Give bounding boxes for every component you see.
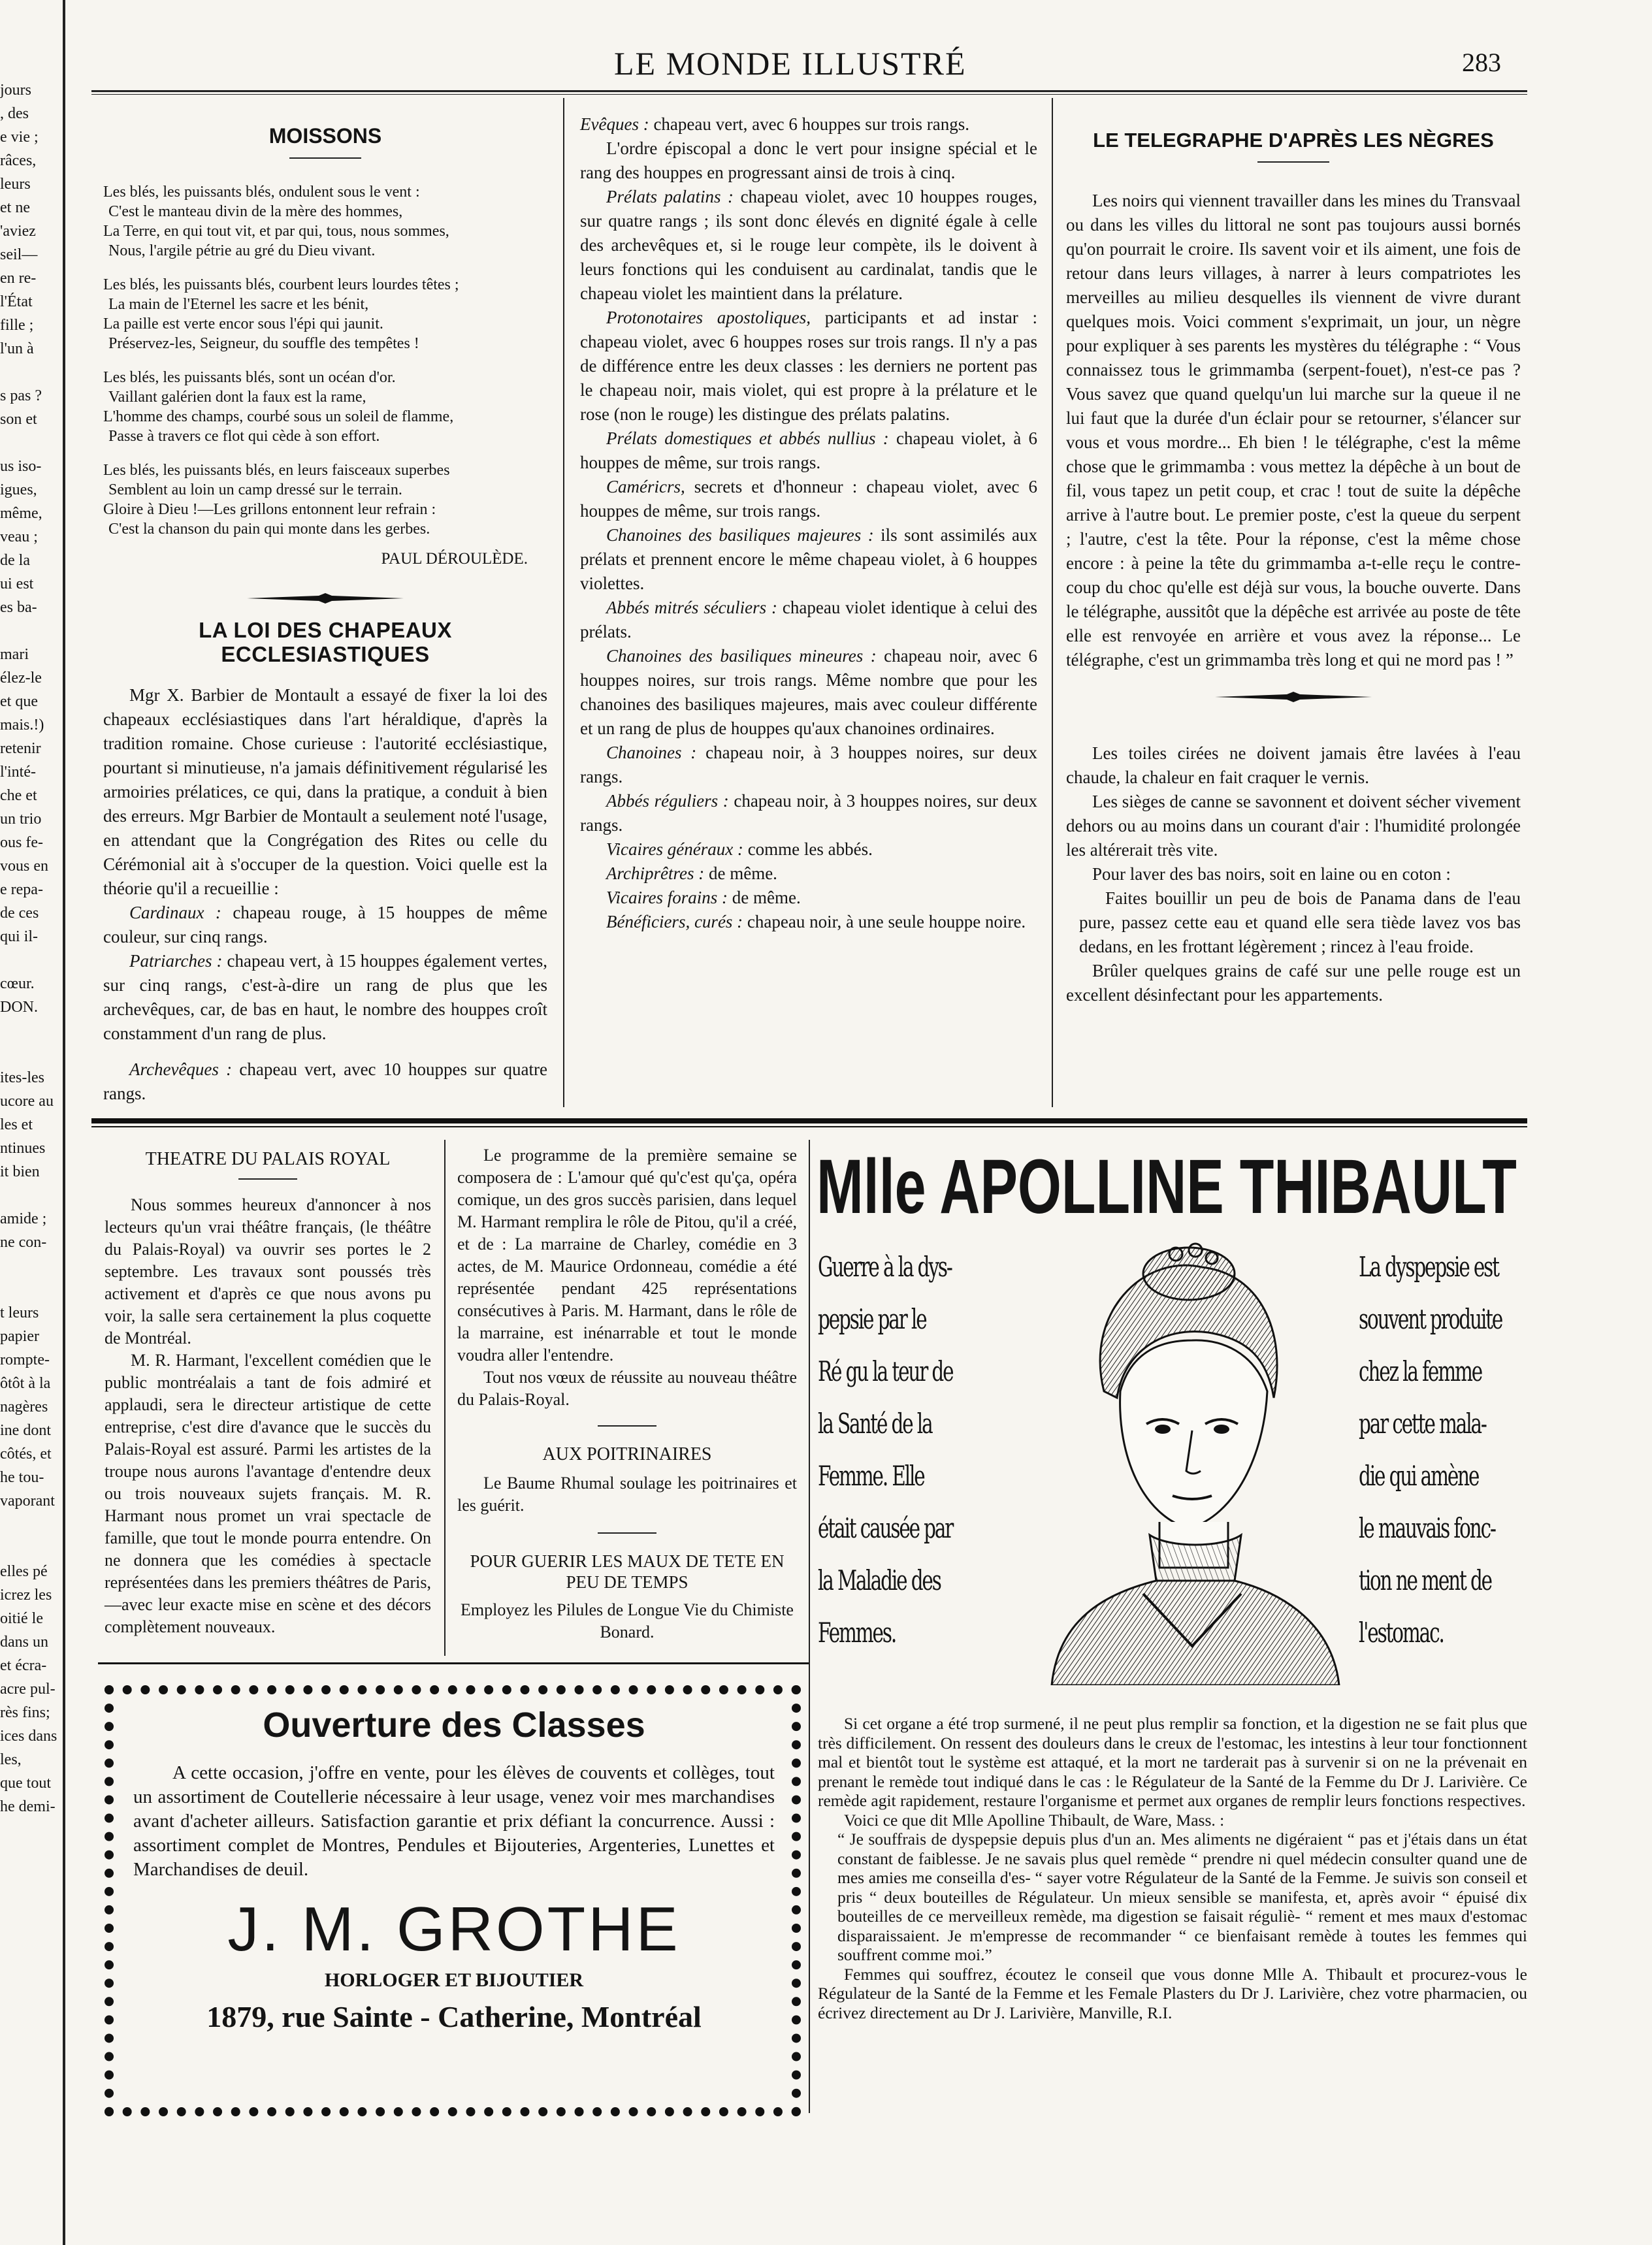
entry-text: chapeau violet, à 6 houppes de même, sur trois rangs. [580, 428, 1037, 472]
chapeau-entry [580, 523, 1037, 596]
tip-paragraph: Brûler quelques grains de café sur une pelle rouge est un excellent désinfectant pour les appartements. [1066, 961, 1521, 1005]
fragment-line: t leurs [0, 1304, 39, 1321]
fragment-line: DON. [0, 999, 38, 1016]
fragment-line [0, 619, 57, 643]
poem-line: La main de l'Eternel les sacre et les bénit, [108, 296, 369, 313]
fragment-line: ntinues [0, 1140, 46, 1157]
fragment-line: e repa- [0, 881, 43, 898]
grothe-name: J. M. GROTHE [227, 1894, 681, 1964]
chapeau-entry [580, 910, 1037, 934]
thibault-quote: “ Je souffrais de dyspepsie depuis plus d'un an. Mes aliments ne digéraient “ pas et j'étais dans un état constant de faiblesse. Je ne savais plus quel remède “ prendre ni quel médecin consulter quand une de mes amies me conseilla d'es- “ sayer votre Régulateur de la Santé de la Femme. Je suivis son conseil et pris “ deux bouteilles de Régulateur. Un mieux sensible se manifesta, et, après avoir “ épuisé dix bouteilles de ce merveilleux remède, ma digestion se faisait réguliè- “ rement et mes maux d'estomac disparaissaient. Je m'empresse de recommander “ ce bienfaisant remède à toutes les femmes qui souffrent comme moi.” [837, 1830, 1527, 1964]
poem-line: C'est le manteau divin de la mère des hommes, [108, 203, 403, 220]
poem-line: Vaillant galérien dont la faux est la rame, [108, 389, 366, 406]
fragment-line: igues, [0, 481, 37, 498]
entry-term: Prélats palatins : [606, 187, 734, 206]
grothe-ad [124, 1705, 784, 2034]
fragment-line: acre pul- [0, 1681, 56, 1698]
masthead-title: LE MONDE ILLUSTRÉ [614, 45, 967, 82]
grothe-heading: Ouverture des Classes [263, 1705, 645, 1745]
entry-term: Vicaires forains : [606, 888, 728, 907]
poem-line: C'est la chanson du pain qui monte dans les gerbes. [108, 521, 430, 538]
thibault-line: Femme. Elle [818, 1460, 924, 1492]
fragment-line: icrez les [0, 1587, 52, 1604]
thibault-line: était causée par [818, 1512, 953, 1544]
grothe-body: A cette occasion, j'offre en vente, pour les élèves de couvents et collèges, tout un assortiment de Coutellerie nécessaire à leur usage, venez voir mes marchandises avant d'acheter ailleurs. Satisfaction garantie et prix défiant la concurrence. Aussi : assortiment complet de Montres, Pendules et Bijouteries, Argenteries, Lunettes et Marchandises de deuil. [133, 1762, 775, 1880]
chapeau-entry [103, 1058, 547, 1106]
fragment-line: ne con- [0, 1234, 47, 1251]
fragment-line: vaporant [0, 1493, 55, 1510]
poem-line: Passe à travers ce flot qui cède à son effort. [108, 428, 380, 445]
household-tips [1066, 741, 1521, 1007]
column-3 [1066, 128, 1521, 1007]
chapeaux-intro: Mgr X. Barbier de Montault a essayé de fixer la loi des chapeaux ecclésiastiques dans l'art héraldique, d'après la tradition romaine. Chose curieuse : l'autorité ecclésiastique, pourtant si minutieuse, n'a jamais définitivement régularisé les armoiries prélatices, ce qui, dans la pratique, a conduit à bien des erreurs. Mgr Barbier de Montault a seulement noté l'usage, en attendant que la Congrégation des Rites ou celle du Cérémonial ait à s'occuper de la question. Voici quelle est la théorie qu'il a recueillie : [103, 685, 547, 898]
fragment-line: ous fe- [0, 834, 43, 851]
entry-term: Vicaires généraux : [606, 839, 743, 859]
fragment-line: de la [0, 552, 30, 569]
poem-author: PAUL DÉROULÈDE. [381, 550, 528, 568]
entry-text: de même. [727, 888, 801, 907]
chapeau-entry [580, 862, 1037, 886]
thibault-intro-quote: Voici ce que dit Mlle Apolline Thibault, de Ware, Mass. : [844, 1810, 1225, 1830]
fragment-line: oitié le [0, 1610, 43, 1627]
entry-text: participants et ad instar : chapeau violet, avec 6 houppes roses sur trois rangs. Il n'y a pas de différence entre les deux classes : les derniers ne portent pas le chapeau noir, mais violet, qui est propre à la prélature et le rose (non le rouge) les distingue des prélats palatins. [580, 308, 1037, 424]
fragment-line: nagères [0, 1398, 48, 1415]
chapeau-entry [580, 596, 1037, 644]
thibault-line: Guerre à la dys- [818, 1251, 952, 1283]
fragment-line [0, 1184, 57, 1207]
fragment-line: retenir [0, 740, 41, 757]
chapeau-entry [580, 137, 1037, 185]
entry-term: Evêques : [580, 114, 649, 134]
poem-line: Nous, l'argile pétrie au gré du Dieu vivant. [108, 242, 376, 259]
fragment-line: amide ; [0, 1210, 47, 1227]
poitrinaires-text: Le Baume Rhumal soulage les poitrinaires et les guérit. [457, 1474, 797, 1515]
entry-text: chapeau vert, à 15 houppes également vertes, sur cinq rangs, c'est-à-dire un rang de plus que les archevêques, car, de bas en haut, le nombre des houppes croît constamment d'un rang de plus. [103, 951, 548, 1043]
entry-text: comme les abbés. [743, 839, 873, 859]
fragment-line: 'aviez [0, 223, 36, 240]
thibault-headline: Mlle APOLLINE THIBAULT [817, 1144, 1517, 1230]
thibault-line: chez la femme [1359, 1355, 1482, 1387]
thibault-body [818, 1714, 1527, 2022]
chapeaux-entries-left [103, 901, 547, 1106]
fragment-line: mais.!) [0, 717, 44, 734]
entry-term: Patriarches : [129, 951, 223, 971]
fragment-line: rès fins; [0, 1704, 50, 1721]
thibault-line: die qui amène [1359, 1460, 1479, 1492]
poem-line: La paille est verte encor sous l'épi qui jaunit. [103, 315, 383, 332]
title-rule [598, 1425, 656, 1427]
fragment-line: ucore au [0, 1093, 54, 1110]
fragment-line [0, 1042, 57, 1066]
fragment-line: e vie ; [0, 129, 39, 146]
thibault-line: souvent produite [1359, 1303, 1502, 1335]
fragment-line: ices dans [0, 1728, 57, 1745]
fragment-line: ui est [0, 575, 34, 592]
poem-line: Les blés, les puissants blés, courbent leurs lourdes têtes ; [103, 276, 459, 293]
fragment-line: he tou- [0, 1469, 44, 1486]
poem-line: Semblent au loin un camp dressé sur le terrain. [108, 481, 402, 498]
fragment-line: un trio [0, 811, 42, 828]
thibault-body-text: Si cet organe a été trop surmené, il ne peut plus remplir sa fonction, et la digestion ne se fait plus que très difficilement. On ressent des douleurs dans le creux de l'estomac, les intestins à leur tour fonctionnent mal et bientôt tout le système est attaqué, et la mort ne tarderait pas à survenir si on ne la prévenait en prenant le remède tout indiqué dans le cas : le Régulateur de la Santé de la Femme du Dr J. Larivière. Ce remède agit rapidement, restaure l'organisme et permet aux organes de remplir leurs fonctions respectives. [818, 1714, 1527, 1810]
fragment-line [0, 948, 57, 972]
theatre-column [105, 1148, 431, 1638]
fragment-line [0, 431, 57, 455]
entry-term: Chanoines des basiliques majeures : [606, 525, 874, 545]
fragment-line: l'État [0, 293, 33, 310]
title-rule [289, 157, 361, 159]
page-number: 283 [1462, 48, 1501, 77]
poem-stanza [103, 275, 547, 353]
poem-stanza [103, 460, 547, 539]
poem-line: Les blés, les puissants blés, en leurs faisceaux superbes [103, 462, 450, 479]
fragment-line: les, [0, 1751, 22, 1768]
ornament-divider [247, 593, 404, 604]
fragment-line: s pas ? [0, 387, 42, 404]
telegraphe-text: Les noirs qui viennent travailler dans les mines du Transvaal ou dans les villes du littoral ne sont pas toujours aussi bornés qu'on pourrait le croire. Ils savent voir et ils aiment, une fois de retour dans leurs villages, à narrer à leurs compatriotes les merveilles au milieu desquelles ils viennent de vivre durant quelques mois. Voici comment s'exprimait, un jour, un nègre pour expliquer à ses parents les mystères du télégraphe : “ Vous connaissez tous le grimmamba (serpent-fouet), n'est-ce pas ? Vous savez que quand quelqu'un lui marche sur la queue il ne lui faut que la durée d'un éclair pour se retourner, s'élancer sur vous et vous mordre... Eh bien ! le télégraphe, c'est la même chose que le grimmamba : vous mettez la dépêche à un bout de fil, vous tapez un petit coup, et crac ! tout de suite la dépêche arrive à l'autre bout. Le premier poste, c'est la queue du serpent ; l'autre, c'est la tête. Pour la réponse, c'est la même chose encore : à peine la tête du grimmamba a-t-elle reçu le contre-coup du choc qu'elle est déjà sur vous, la bouche ouverte. Dans le télégraphe, aussitôt que la dépêche est arrivée au poste de tête elle est renvoyée en arrière et vous avez la réponse... Le télégraphe, c'est un grimmamba très long et qui ne mord pas ! ” [1066, 191, 1521, 670]
entry-text: chapeau violet, avec 10 houppes rouges, sur quatre rangs ; ils sont donc élevés en dignité égale à celle des archevêques et, si le rouge leur compète, ils le doivent à leurs fonctions qui les conduisent au cardinalat, tandis que le chapeau violet les maintient dans la prélature. [580, 187, 1038, 303]
chapeau-entry [580, 427, 1037, 475]
poem-line: Les blés, les puissants blés, sont un océan d'or. [103, 369, 396, 386]
thibault-line: Femmes. [818, 1617, 896, 1649]
fragment-line: les et [0, 1116, 33, 1133]
section-rule [91, 1118, 1527, 1123]
fragment-line: jours [0, 82, 31, 99]
chapeau-entry [580, 886, 1037, 910]
grothe-trade: HORLOGER ET BIJOUTIER [324, 1969, 584, 1991]
poem-line: Les blés, les puissants blés, ondulent sous le vent : [103, 184, 420, 201]
tip-paragraph: Pour laver des bas noirs, soit en laine ou en coton : [1092, 864, 1451, 884]
grothe-address: 1879, rue Sainte - Catherine, Montréal [206, 2000, 702, 2033]
fragment-line [0, 1278, 57, 1301]
fragment-line: ites-les [0, 1069, 44, 1086]
fragment-line: rompte- [0, 1351, 50, 1368]
entry-text: secrets et d'honneur : chapeau violet, avec 6 houppes de même, sur trois rangs. [580, 477, 1037, 521]
entry-text: chapeau noir, à une seule houppe noire. [743, 912, 1026, 931]
fragment-line: leurs [0, 176, 31, 193]
column-divider [563, 98, 564, 1107]
fragment-line: he demi- [0, 1798, 56, 1815]
entry-text: de même. [704, 864, 777, 883]
fragment-line: côtés, et [0, 1446, 52, 1462]
column-2 [580, 112, 1037, 934]
fragment-line: de ces [0, 905, 39, 922]
thibault-right-lines [1359, 1241, 1563, 1659]
entry-text: chapeau noir, avec 6 houppes noires, sur trois rangs. Même nombre que pour les chanoines des basiliques majeures, mais avec couleur différente et un rang de plus de houppes qu'aux chanoines ordinaires. [580, 646, 1037, 738]
theatre-para-4: Tout nos vœux de réussite au nouveau théâtre du Palais-Royal. [457, 1368, 797, 1409]
theatre-para-2: M. R. Harmant, l'excellent comédien que le public montréalais a tant de fois admiré et applaudi, sera le directeur artistique de cette entreprise, c'est dire d'avance que le succès du Palais-Royal est assuré. Parmi les artistes de la troupe nous aurons l'avantage d'entendre deux ou trois nouveaux sujets français. M. R. Harmant nous promet un vrai spectacle de famille, que tout le monde pourra entendre. On ne donnera que les comédies à spectacle représentées dans les premiers théâtres de Paris,—avec leur exacte mise en scène et des décors complètement nouveaux. [105, 1351, 431, 1636]
fragment-line: ôtôt à la [0, 1375, 51, 1392]
chapeau-entry [103, 901, 547, 949]
entry-text: chapeau rouge, à 15 houppes de même couleur, sur cinq rangs. [103, 903, 547, 946]
fragment-line: élez-le [0, 670, 42, 686]
header-rule [91, 90, 1527, 92]
chapeau-entry [580, 475, 1037, 523]
tip-paragraph: Les sièges de canne se savonnent et doivent sécher vivement dehors ou au moins dans un courant d'air : l'humidité prolongée les altérerait très vite. [1066, 792, 1521, 860]
fragment-line [0, 1019, 57, 1042]
title-rule [598, 1532, 656, 1534]
entry-text: chapeau noir, à 3 houppes noires, sur deux rangs. [580, 743, 1037, 786]
entry-term: Archiprêtres : [606, 864, 705, 883]
fragment-line: elles pé [0, 1563, 48, 1580]
fragment-line: fille ; [0, 317, 34, 334]
thibault-line: La dyspepsie est [1359, 1251, 1498, 1283]
fragment-line: it bien [0, 1163, 40, 1180]
theatre-para-1: Nous sommes heureux d'annoncer à nos lecteurs qu'un vrai théâtre français, (le théâtre du Palais-Royal) va ouvrir ses portes le 2 septembre. Les travaux sont poussés très activement et d'après ce que nous avons pu voir, la salle sera certainement la plus coquette de Montréal. [105, 1195, 431, 1348]
chapeau-entry [580, 741, 1037, 789]
column-divider [809, 1140, 810, 2113]
fragment-line: râces, [0, 152, 37, 169]
fragment-line: dans un [0, 1634, 48, 1651]
thibault-line: par cette mala- [1359, 1408, 1486, 1440]
fragment-line: même, [0, 505, 42, 522]
fragment-line: l'un à [0, 340, 34, 357]
entry-term: Abbés mitrés séculiers : [606, 598, 778, 617]
thibault-line: tion ne ment de [1359, 1564, 1491, 1596]
chapeau-entry [580, 185, 1037, 306]
fragment-line: et écra- [0, 1657, 47, 1674]
fragment-line: papier [0, 1328, 39, 1345]
poem-stanza [103, 368, 547, 446]
fragment-line: vous en [0, 858, 48, 875]
entry-text: chapeau violet identique à celui des prélats. [580, 598, 1038, 641]
thibault-line: pepsie par le [818, 1303, 926, 1335]
fragment-line: que tout [0, 1775, 51, 1792]
entry-term: Archevêques : [129, 1059, 233, 1079]
fragment-line: seil— [0, 246, 38, 263]
title-rule [1257, 161, 1329, 163]
maux-tete-text: Employez les Pilules de Longue Vie du Chimiste Bonard. [461, 1600, 794, 1641]
fragment-line [0, 1513, 57, 1536]
thibault-line: la Santé de la [818, 1408, 932, 1440]
tip-paragraph: Les toiles cirées ne doivent jamais être lavées à l'eau chaude, la chaleur en fait craquer le vernis. [1066, 743, 1521, 787]
maux-tete-title: POUR GUERIR LES MAUX DE TETE EN PEU DE TEMPS [470, 1551, 785, 1592]
thibault-line: la Maladie des [818, 1564, 941, 1596]
ornament-divider [1215, 692, 1372, 702]
column-1 [103, 124, 547, 1106]
fragment-line: es ba- [0, 599, 37, 616]
chapeau-entry [103, 949, 547, 1046]
theatre-column-2 [457, 1144, 797, 1643]
entry-term: Caméricrs, [606, 477, 685, 496]
chapeau-entry [580, 837, 1037, 862]
poem-line: Préservez-les, Seigneur, du souffle des tempêtes ! [108, 335, 419, 352]
poem-line: L'homme des champs, courbé sous un soleil de flamme, [103, 408, 454, 425]
entry-term: Abbés réguliers : [606, 791, 729, 811]
chapeau-entry [580, 789, 1037, 837]
left-page-fragment [0, 78, 57, 2090]
moissons-title: MOISSONS [268, 124, 382, 148]
fragment-line: mari [0, 646, 29, 663]
tip-paragraph: Faites bouillir un peu de bois de Panama dans de l'eau pure, passez cette eau et quand elle sera tiède lavez vos bas dedans, en les frottant légèrement ; rincez à l'eau froide. [1079, 888, 1521, 956]
entry-term: Chanoines des basiliques mineures : [606, 646, 877, 666]
portrait-illustration [1012, 1228, 1352, 1685]
poem-line: La Terre, en qui tout vit, et par qui, tous, nous sommes, [103, 223, 449, 240]
entry-term: Chanoines : [606, 743, 697, 762]
thibault-line: Ré gu la teur de [818, 1355, 953, 1387]
thibault-closing: Femmes qui souffrez, écoutez le conseil que vous donne Mlle A. Thibault et procurez-vous le Régulateur de la Santé de la Femme et les Female Plasters du Dr J. Larivière, chez votre pharmacien, ou écrivez directement au Dr J. Larivière, Manville, R.I. [818, 1964, 1527, 2022]
chapeau-entry [580, 644, 1037, 741]
section-rule [98, 1662, 809, 1664]
page-gutter-line [63, 0, 65, 2245]
fragment-line: ine dont [0, 1422, 51, 1439]
fragment-line [0, 1254, 57, 1278]
poem-line: Gloire à Dieu !—Les grillons entonnent leur refrain : [103, 501, 436, 518]
column-divider [444, 1140, 445, 1656]
fragment-line: veau ; [0, 528, 38, 545]
entry-term: Cardinaux : [129, 903, 221, 922]
chapeau-entry [580, 306, 1037, 427]
header-rule-thin [91, 94, 1527, 95]
entry-text: L'ordre épiscopal a donc le vert pour insigne spécial et le rang des houppes en progressant ainsi de trois à cinq. [580, 138, 1037, 182]
title-rule [238, 1178, 297, 1180]
entry-term: Bénéficiers, curés : [606, 912, 743, 931]
moissons-poem [103, 182, 547, 539]
thibault-line: le mauvais fonc- [1359, 1512, 1495, 1544]
thibault-line: l'estomac. [1359, 1617, 1444, 1649]
entry-term: Prélats domestiques et abbés nullius : [606, 428, 889, 448]
fragment-line [0, 1536, 57, 1560]
entry-text: chapeau vert, avec 6 houppes sur trois rangs. [649, 114, 970, 134]
entry-text: chapeau noir, à 3 houppes noires, sur deux rangs. [580, 791, 1037, 835]
theatre-title: THEATRE DU PALAIS ROYAL [145, 1149, 391, 1169]
poitrinaires-title: AUX POITRINAIRES [542, 1444, 712, 1464]
fragment-line: , des [0, 105, 29, 122]
theatre-para-3: Le programme de la première semaine se composera de : L'amour qué qu'c'est qu'ça, opéra comique, un des gros succès parisien, dans lequel M. Harmant remplira le rôle de Pitou, qu'il a créé, et de : La marraine de Charley, comédie en 3 actes, de M. Maurice Ordonneau, comédie a été représentée pendant 425 représentations consécutives à Paris. M. Harmant, dans le rôle de la marraine, est inénarrable et tout le monde voudra aller l'entendre. [457, 1146, 797, 1365]
section-rule-thin [91, 1126, 1527, 1127]
fragment-line [0, 361, 57, 384]
telegraphe-title: LE TELEGRAPHE D'APRÈS LES NÈGRES [1093, 129, 1494, 152]
chapeau-entry [580, 112, 1037, 137]
entry-text: ils sont assimilés aux prélats et prennent encore le même chapeau violet, à 6 houppes violettes. [580, 525, 1037, 593]
fragment-line: en re- [0, 270, 37, 287]
fragment-line: qui il- [0, 928, 38, 945]
fragment-line: che et [0, 787, 37, 804]
poem-stanza [103, 182, 547, 261]
fragment-line: et que [0, 693, 38, 710]
fragment-line: cœur. [0, 975, 35, 992]
chapeaux-title: LA LOI DES CHAPEAUX ECCLESIASTIQUES [199, 618, 452, 666]
entry-text: chapeau vert, avec 10 houppes sur quatre rangs. [103, 1059, 547, 1103]
fragment-line: et ne [0, 199, 30, 216]
fragment-line: us iso- [0, 458, 42, 475]
column-divider [1052, 98, 1053, 1107]
fragment-line: l'inté- [0, 764, 36, 781]
fragment-line: son et [0, 411, 37, 428]
thibault-left-lines [818, 1241, 1011, 1659]
entry-term: Protonotaires apostoliques, [606, 308, 811, 327]
